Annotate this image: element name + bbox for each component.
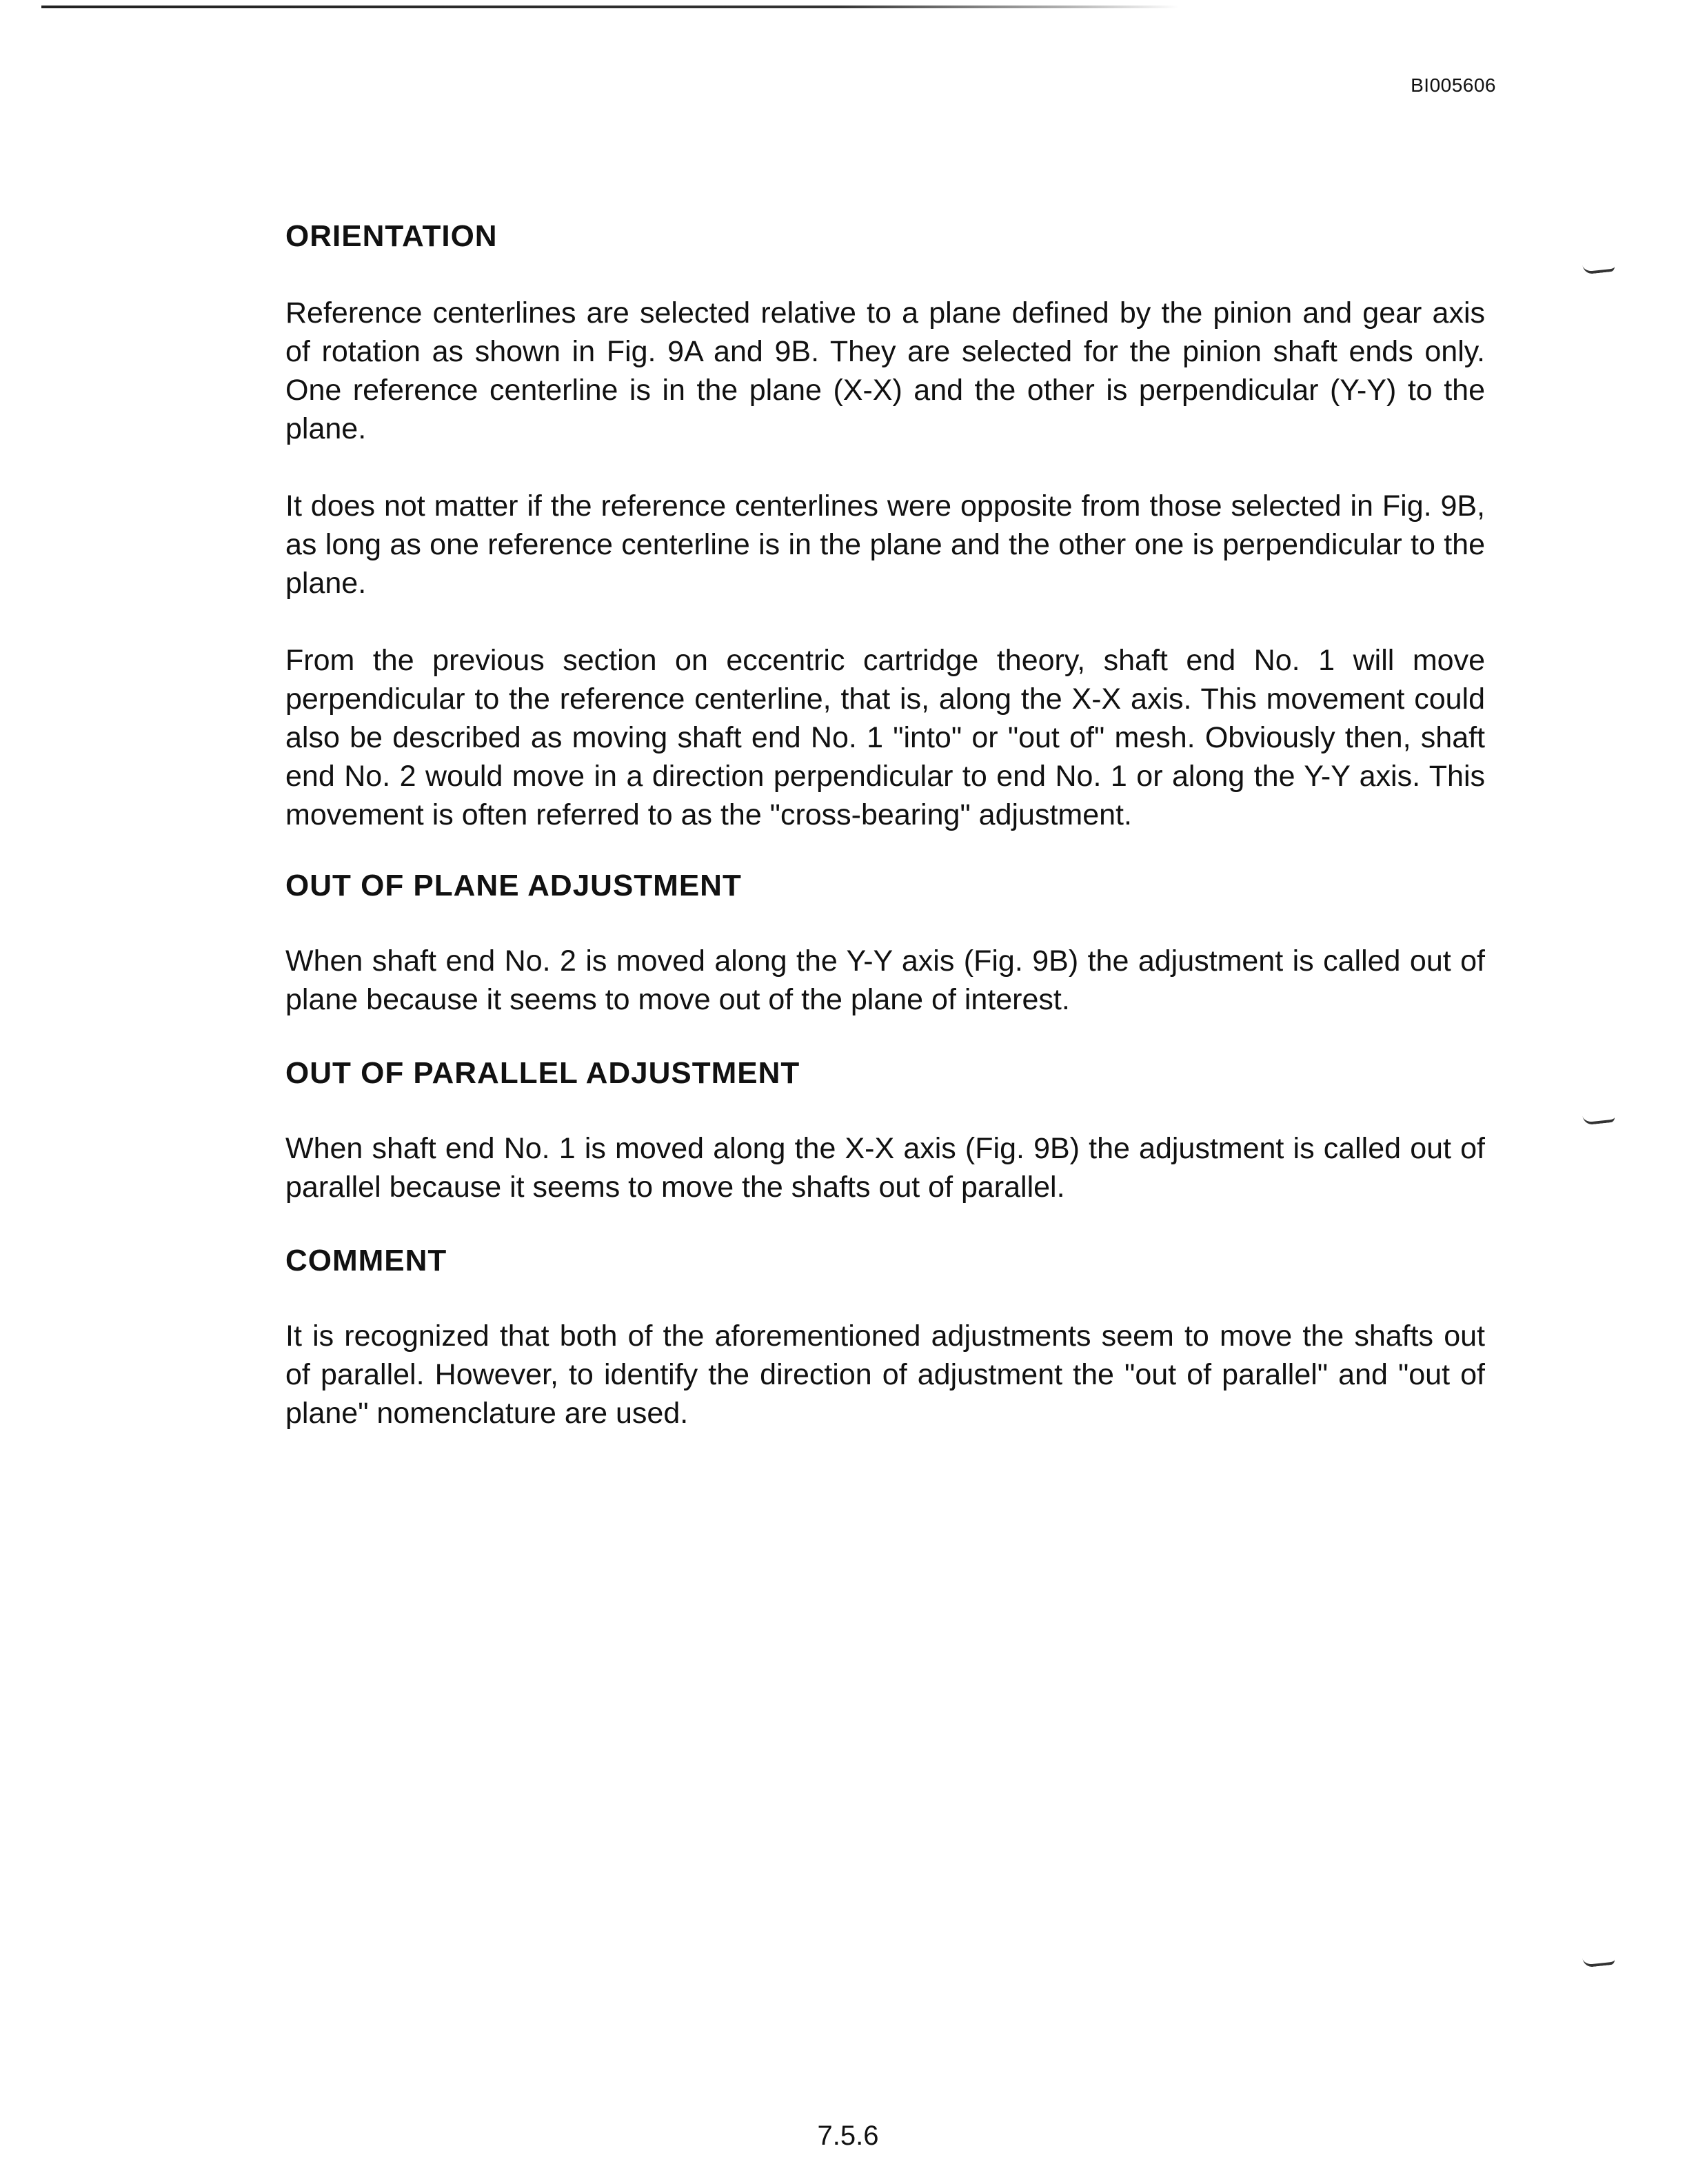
section-heading-out-of-parallel: OUT OF PARALLEL ADJUSTMENT <box>285 1056 800 1090</box>
margin-mark-top <box>1582 262 1615 275</box>
paragraph-out-of-plane: When shaft end No. 2 is moved along the Y-Y axis (Fig. 9B) the adjustment is called out of plane because it seems to move out of the plane of interest. <box>285 944 1485 1016</box>
paragraph-orientation-1: Reference centerlines are selected relative to a plane defined by the pinion and gear axis of rotation as shown in Fig. 9A and 9B. They are selected for the pinion shaft ends only. One reference centerline is in the plane (X-X) and the other is perpendicular (Y-Y) to the plane. <box>285 296 1485 445</box>
section-heading-out-of-plane: OUT OF PLANE ADJUSTMENT <box>285 869 742 902</box>
paragraph-orientation-2: It does not matter if the reference centerlines were opposite from those selected in Fig. 9B, as long as one reference centerline is in the plane and the other one is perpendicular to the plane. <box>285 489 1485 600</box>
document-id: BI005606 <box>1411 74 1496 96</box>
top-scan-rule <box>41 6 1179 8</box>
page-number: 7.5.6 <box>817 2121 879 2151</box>
margin-mark-bottom <box>1582 1955 1615 1968</box>
section-heading-comment: COMMENT <box>285 1244 447 1277</box>
margin-mark-middle <box>1582 1113 1615 1126</box>
paragraph-comment: It is recognized that both of the aforementioned adjustments seem to move the shafts out of parallel. However, to identify the direction of adjustment the "out of parallel" and "out of plane" nomenclature are used. <box>285 1320 1485 1430</box>
paragraph-out-of-parallel: When shaft end No. 1 is moved along the X-X axis (Fig. 9B) the adjustment is called out of parallel because it seems to move the shafts out of parallel. <box>285 1132 1485 1204</box>
paragraph-orientation-3: From the previous section on eccentric cartridge theory, shaft end No. 1 will move perpendicular to the reference centerline, that is, along the X-X axis. This movement could also be described as moving shaft end No. 1 "into" or "out of" mesh. Obviously then, shaft end No. 2 would move in a direction perpendicular to end No. 1 or along the Y-Y axis. This movement is often referred to as the "cross-bearing" adjustment. <box>285 644 1485 831</box>
section-heading-orientation: ORIENTATION <box>285 219 498 253</box>
document-body <box>285 219 1485 1433</box>
